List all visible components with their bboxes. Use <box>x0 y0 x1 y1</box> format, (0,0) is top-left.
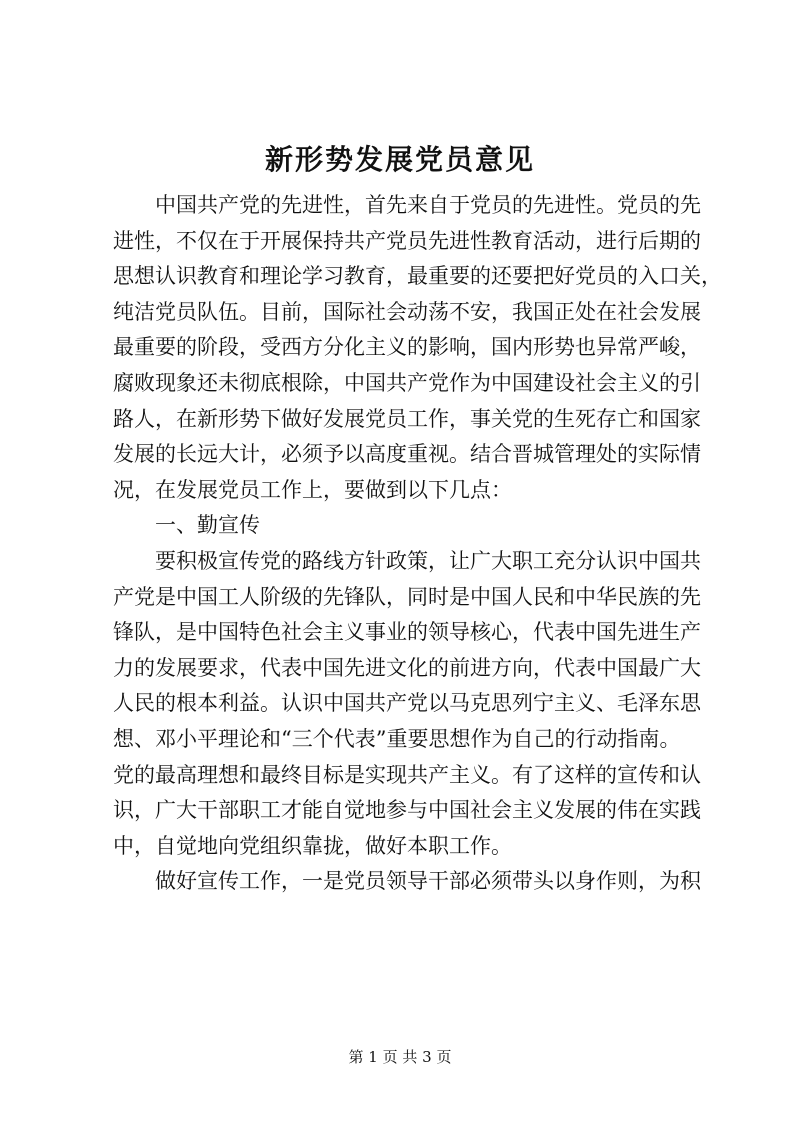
section-heading: 一、勤宣传 <box>113 513 260 538</box>
body-line: 最重要的阶段，受西方分化主义的影响，国内形势也异常严峻， <box>113 335 701 360</box>
body-line: 进性，不仅在于开展保持共产党员先进性教育活动，进行后期的 <box>113 228 701 253</box>
body-line: 想、邓小平理论和“三个代表”重要思想作为自己的行动指南。 <box>113 726 681 751</box>
body-line: 人民的根本利益。认识中国共产党以马克思列宁主义、毛泽东思 <box>113 691 701 716</box>
document-body <box>113 188 722 900</box>
body-line: 纯洁党员队伍。目前，国际社会动荡不安，我国正处在社会发展 <box>113 299 701 324</box>
page-footer: 第 1 页 共 3 页 <box>348 1048 452 1066</box>
body-line: 发展的长远大计，必须予以高度重视。结合晋城管理处的实际情 <box>113 442 701 467</box>
body-line: 中，自觉地向党组织靠拢，做好本职工作。 <box>113 833 512 858</box>
document-title: 新形势发展党员意见 <box>264 143 535 176</box>
body-line: 思想认识教育和理论学习教育，最重要的还要把好党员的入口关， <box>113 264 722 289</box>
body-line: 况，在发展党员工作上，要做到以下几点： <box>113 477 512 502</box>
body-line: 党的最高理想和最终目标是实现共产主义。有了这样的宣传和认 <box>113 762 701 787</box>
body-line: 腐败现象还未彻底根除，中国共产党作为中国建设社会主义的引 <box>113 370 701 395</box>
body-line: 路人，在新形势下做好发展党员工作，事关党的生死存亡和国家 <box>113 406 701 431</box>
body-line: 力的发展要求，代表中国先进文化的前进方向，代表中国最广大 <box>113 655 701 680</box>
body-line: 产党是中国工人阶级的先锋队，同时是中国人民和中华民族的先 <box>113 584 701 609</box>
body-line: 做好宣传工作，一是党员领导干部必须带头以身作则，为积 <box>113 869 701 894</box>
body-line: 要积极宣传党的路线方针政策，让广大职工充分认识中国共 <box>113 548 701 573</box>
body-line: 识，广大干部职工才能自觉地参与中国社会主义发展的伟在实践 <box>113 798 701 823</box>
body-line: 中国共产党的先进性，首先来自于党员的先进性。党员的先 <box>113 193 701 217</box>
body-line: 锋队，是中国特色社会主义事业的领导核心，代表中国先进生产 <box>113 620 701 645</box>
